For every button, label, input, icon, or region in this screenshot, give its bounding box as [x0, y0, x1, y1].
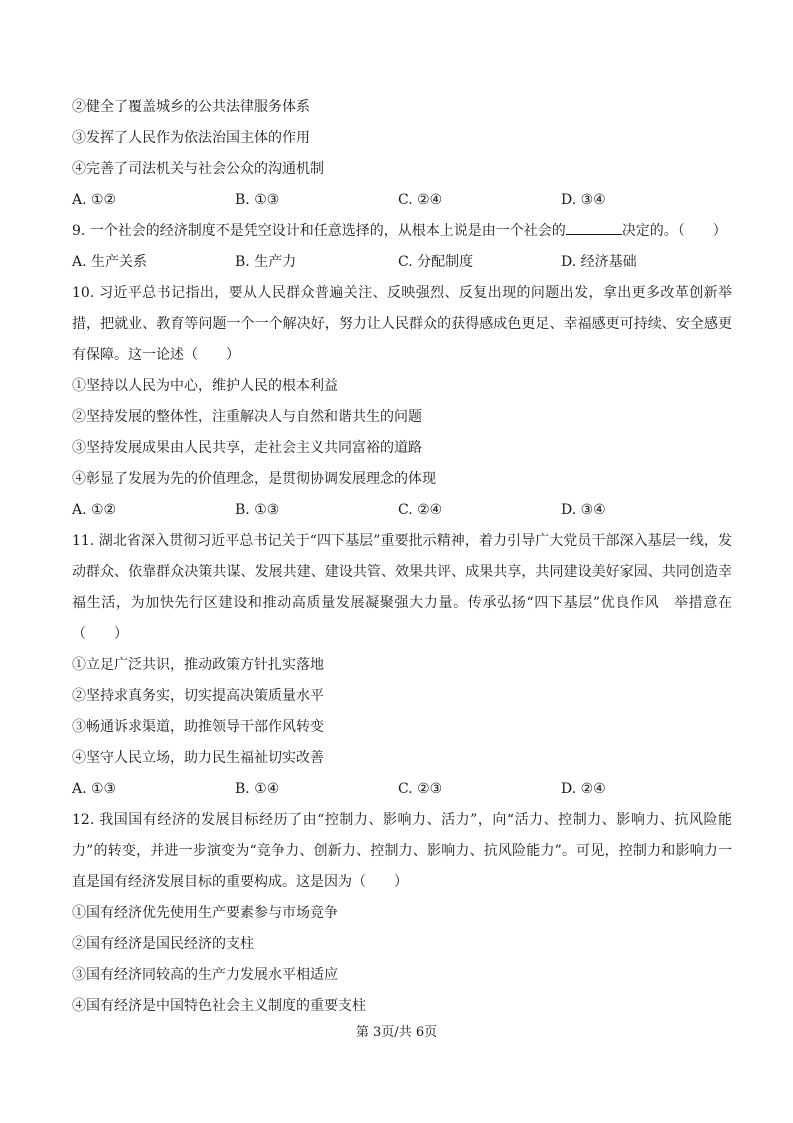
question-10: [72, 278, 732, 526]
option-a: A. 生产关系: [72, 254, 148, 270]
option-d: D. ③④: [561, 192, 606, 208]
option-a: A. ①②: [72, 502, 117, 518]
answer-options: [72, 495, 732, 526]
option-c: C. 分配制度: [398, 254, 474, 270]
option-c: C. ②③: [398, 781, 443, 797]
choice-item: ③国有经济同较高的生产力发展水平相适应: [72, 967, 338, 983]
question-9: [72, 216, 732, 278]
question-stem: 12. 我国国有经济的发展目标经历了由“控制力、影响力、活力”，向“活力、控制力、影响力、抗风险能力”的转变，并进一步演变为“竞争力、创新力、控制力、影响力、抗风险能力”。可见，控制力和影响力一直是国有经济发展目标的重要构成。这是因为（ ）: [72, 812, 732, 890]
option-a: A. ①③: [72, 781, 117, 797]
question-12: [72, 805, 732, 1022]
option-b: B. ①④: [235, 781, 280, 797]
choice-item: ①国有经济优先使用生产要素参与市场竞争: [72, 905, 338, 921]
option-b: B. 生产力: [235, 254, 297, 270]
option-c: C. ②④: [398, 502, 443, 518]
page-number-footer: 第 3页/共 6页: [355, 1025, 438, 1040]
choice-item: ③坚持发展成果由人民共享，走社会主义共同富裕的道路: [72, 440, 422, 456]
option-a: A. ①②: [72, 192, 117, 208]
previous-question-continuation: [72, 92, 732, 216]
choice-item: ①立足广泛共识，推动政策方针扎实落地: [72, 657, 324, 673]
fill-blank: [566, 220, 622, 235]
question-11: [72, 526, 732, 805]
question-stem: [72, 216, 732, 247]
option-d: D. ③④: [561, 502, 606, 518]
choice-item: ②坚持求真务实，切实提高决策质量水平: [72, 688, 324, 704]
choice-item: ③畅通诉求渠道，助推领导干部作风转变: [72, 719, 324, 735]
choice-item: ③发挥了人民作为依法治国主体的作用: [72, 130, 310, 146]
option-d: D. ②④: [561, 781, 606, 797]
answer-options: [72, 774, 732, 805]
answer-options: [72, 247, 732, 278]
answer-options: [72, 185, 732, 216]
question-stem: 10. 习近平总书记指出，要从人民群众普遍关注、反映强烈、反复出现的问题出发，拿出更多改革创新举措，把就业、教育等问题一个一个解决好，努力让人民群众的获得感成色更足、幸福感更可持续、安全感更有保障。这一论述（ ）: [72, 285, 732, 363]
choice-item: ②坚持发展的整体性，注重解决人与自然和谐共生的问题: [72, 409, 422, 425]
stem-text-before: 9. 一个社会的经济制度不是凭空设计和任意选择的，从根本上说是由一个社会的: [72, 223, 566, 239]
option-d: D. 经济基础: [561, 254, 637, 270]
choice-item: ②国有经济是国民经济的支柱: [72, 936, 254, 952]
choice-item: ④完善了司法机关与社会公众的沟通机制: [72, 161, 324, 177]
question-stem: 11. 湖北省深入贯彻习近平总书记关于“四下基层”重要批示精神，着力引导广大党员干部深入基层一线，发动群众、依靠群众决策共谋、发展共建、建设共管、效果共评、成果共享，共同建设美好家园、共同创造幸福生活，为加快先行区建设和推动高质量发展凝聚强大力量。传承弘扬“四下基层”优良作风 举措意在（ ）: [72, 533, 732, 642]
choice-item: ②健全了覆盖城乡的公共法律服务体系: [72, 99, 310, 115]
option-b: B. ①③: [235, 192, 280, 208]
stem-text-after: 决定的。（ ）: [621, 223, 727, 239]
exam-page-content: [72, 92, 732, 1022]
option-b: B. ①③: [235, 502, 280, 518]
choice-item: ④彰显了发展为先的价值理念，是贯彻协调发展理念的体现: [72, 471, 436, 487]
choice-item: ①坚持以人民为中心，维护人民的根本利益: [72, 378, 338, 394]
choice-item: ④坚守人民立场，助力民生福祉切实改善: [72, 750, 324, 766]
option-c: C. ②④: [398, 192, 443, 208]
choice-item: ④国有经济是中国特色社会主义制度的重要支柱: [72, 998, 366, 1014]
